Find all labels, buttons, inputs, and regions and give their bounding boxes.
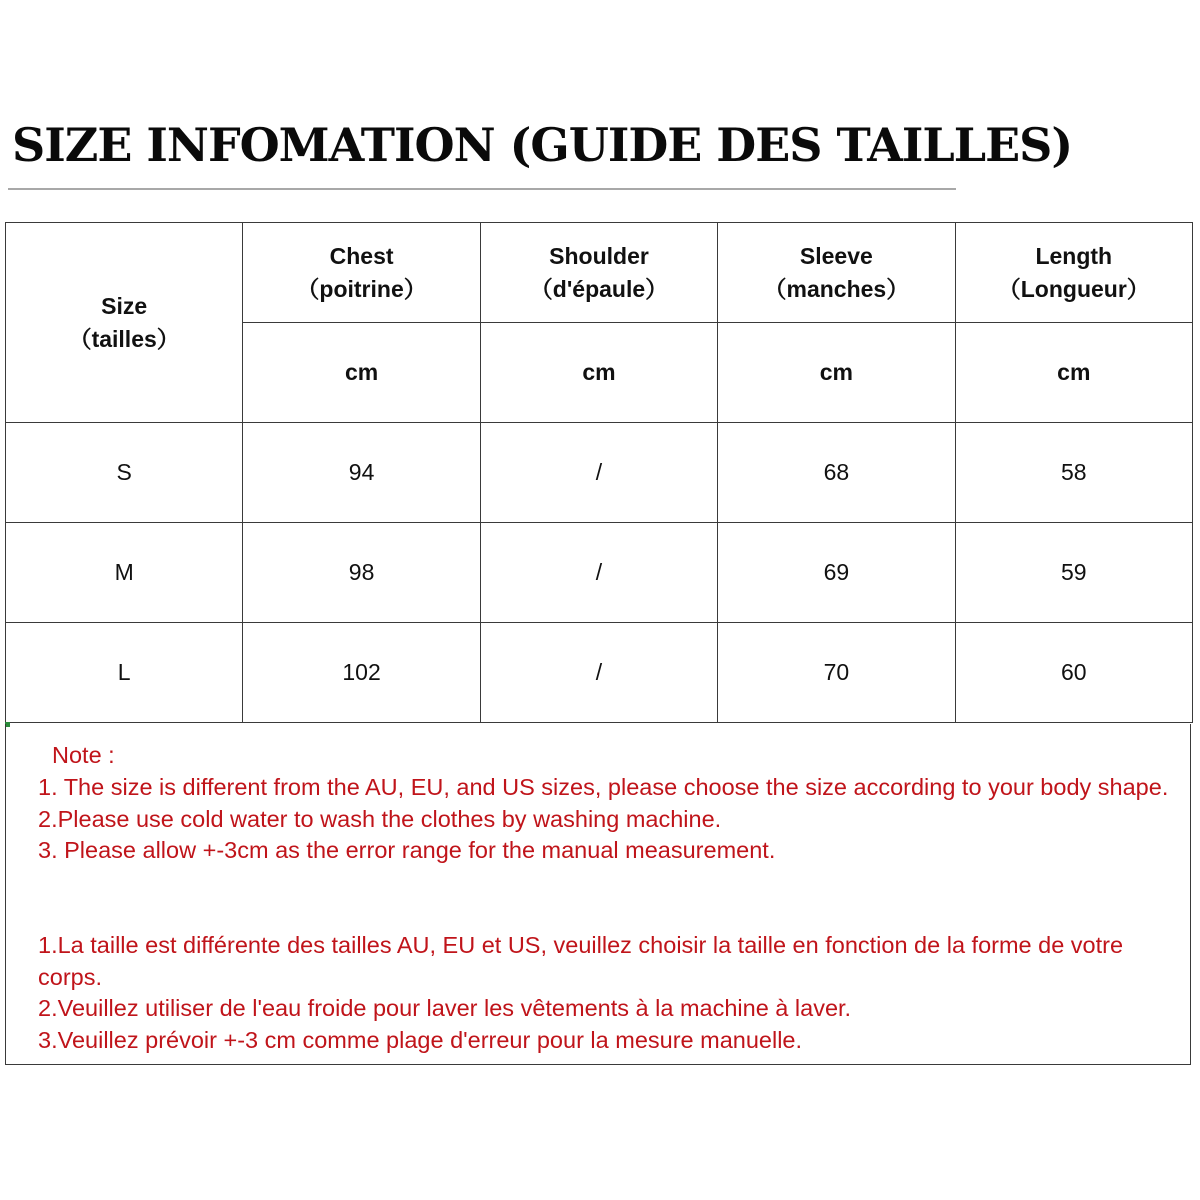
note-item: 3.Veuillez prévoir +-3 cm comme plage d'erreur pour la mesure manuelle.	[38, 1026, 803, 1053]
note-item: 2.Please use cold water to wash the clothes by washing machine.	[38, 805, 722, 832]
shoulder-header-cell	[480, 223, 717, 323]
note-item: 1. The size is different from the AU, EU, and US sizes, please choose the size according to your body shape.	[38, 774, 1169, 800]
shoulder-cell: /	[480, 623, 717, 723]
notes-english	[38, 772, 1170, 867]
size-cell: M	[6, 523, 243, 623]
note-item: 1.La taille est différente des tailles AU, EU et US, veuillez choisir la taille en fonction de la forme de votre corps.	[38, 932, 1124, 990]
sleeve-cell: 69	[718, 523, 955, 623]
length-unit: cm	[955, 323, 1192, 423]
chest-cell: 98	[243, 523, 480, 623]
chest-cell: 94	[243, 423, 480, 523]
chest-unit: cm	[243, 323, 480, 423]
note-label: Note :	[52, 742, 115, 768]
title-divider	[8, 188, 956, 190]
table-row	[6, 623, 1193, 723]
size-cell: L	[6, 623, 243, 723]
shoulder-header-fr: （d'épaule）	[529, 275, 669, 302]
length-header-cell	[955, 223, 1192, 323]
notes-french	[38, 930, 1170, 1056]
length-cell: 60	[955, 623, 1192, 723]
sleeve-header-fr: （manches）	[763, 275, 910, 302]
chest-header-en: Chest	[329, 242, 394, 269]
length-cell: 59	[955, 523, 1192, 623]
size-header-fr: （tailles）	[68, 325, 180, 352]
note-item: 2.Veuillez utiliser de l'eau froide pour laver les vêtements à la machine à laver.	[38, 995, 852, 1021]
sleeve-header-cell	[718, 223, 955, 323]
shoulder-header-en: Shoulder	[549, 242, 649, 269]
size-header-en: Size	[101, 292, 148, 319]
length-cell: 58	[955, 423, 1192, 523]
sleeve-cell: 68	[718, 423, 955, 523]
page-title: SIZE INFOMATION (GUIDE DES TAILLES)	[12, 118, 1073, 172]
size-cell: S	[6, 423, 243, 523]
length-header-fr: （Longueur）	[997, 275, 1150, 302]
note-item: 3. Please allow +-3cm as the error range for the manual measurement.	[38, 837, 776, 863]
shoulder-cell: /	[480, 423, 717, 523]
chest-cell: 102	[243, 623, 480, 723]
length-header-en: Length	[1035, 242, 1113, 269]
sleeve-header-en: Sleeve	[799, 242, 873, 269]
sleeve-cell: 70	[718, 623, 955, 723]
size-table	[5, 222, 1193, 723]
size-header-cell	[6, 223, 243, 423]
chest-header-cell	[243, 223, 480, 323]
chest-header-fr: （poitrine）	[296, 275, 427, 302]
table-header-row	[6, 223, 1193, 323]
sleeve-unit: cm	[718, 323, 955, 423]
shoulder-cell: /	[480, 523, 717, 623]
notes-box	[5, 724, 1191, 1065]
table-row	[6, 523, 1193, 623]
table-row	[6, 423, 1193, 523]
shoulder-unit: cm	[480, 323, 717, 423]
